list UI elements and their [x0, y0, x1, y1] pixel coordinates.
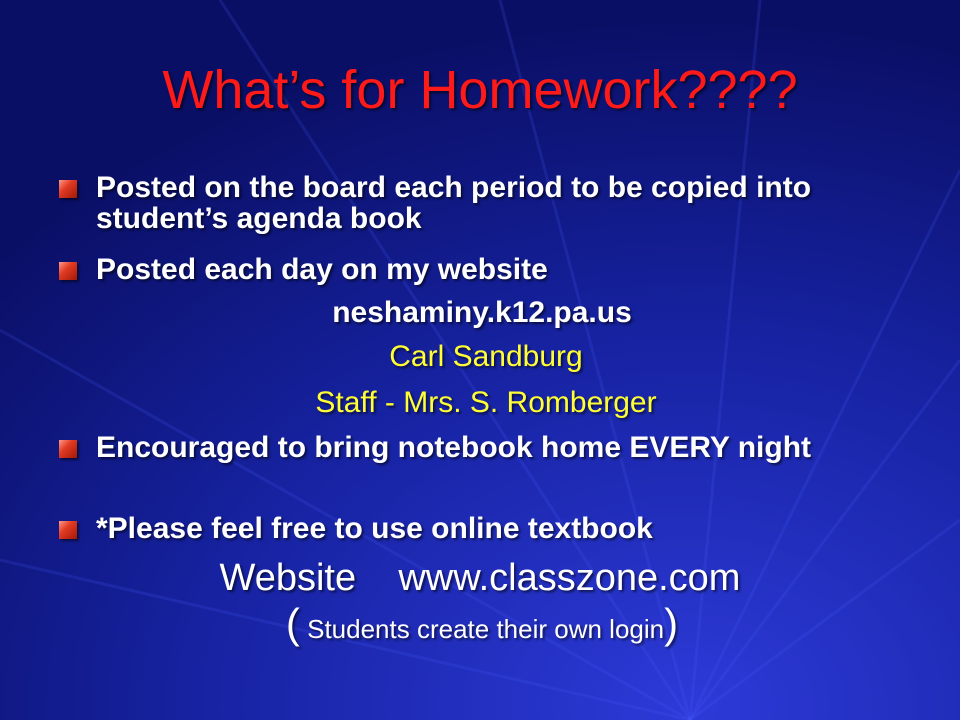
- square-bullet-icon: [59, 262, 77, 280]
- square-bullet-icon: [59, 521, 77, 539]
- square-bullet-icon: [59, 440, 77, 458]
- login-close-paren: ): [664, 600, 679, 647]
- school-name: Carl Sandburg: [389, 340, 583, 373]
- website-domain: neshaminy.k12.pa.us: [332, 296, 632, 329]
- login-open-paren: (: [285, 600, 300, 647]
- bullet-notebook-home: Encouraged to bring notebook home EVERY night: [96, 431, 812, 464]
- bullet-website-posting: Posted each day on my website: [96, 253, 548, 286]
- login-note-text: Students create their own login: [299, 614, 665, 644]
- textbook-website-text: Website www.classzone.com: [219, 557, 741, 599]
- slide-title: What’s for Homework????: [162, 60, 798, 120]
- login-note: [2, 600, 960, 647]
- bullet-online-textbook: *Please feel free to use online textbook: [96, 512, 653, 545]
- textbook-website: [0, 556, 960, 600]
- bullet-board-posting: Posted on the board each period to be copied into student’s agenda book: [96, 171, 812, 235]
- staff-name: Staff - Mrs. S. Romberger: [315, 386, 657, 419]
- square-bullet-icon: [59, 180, 77, 198]
